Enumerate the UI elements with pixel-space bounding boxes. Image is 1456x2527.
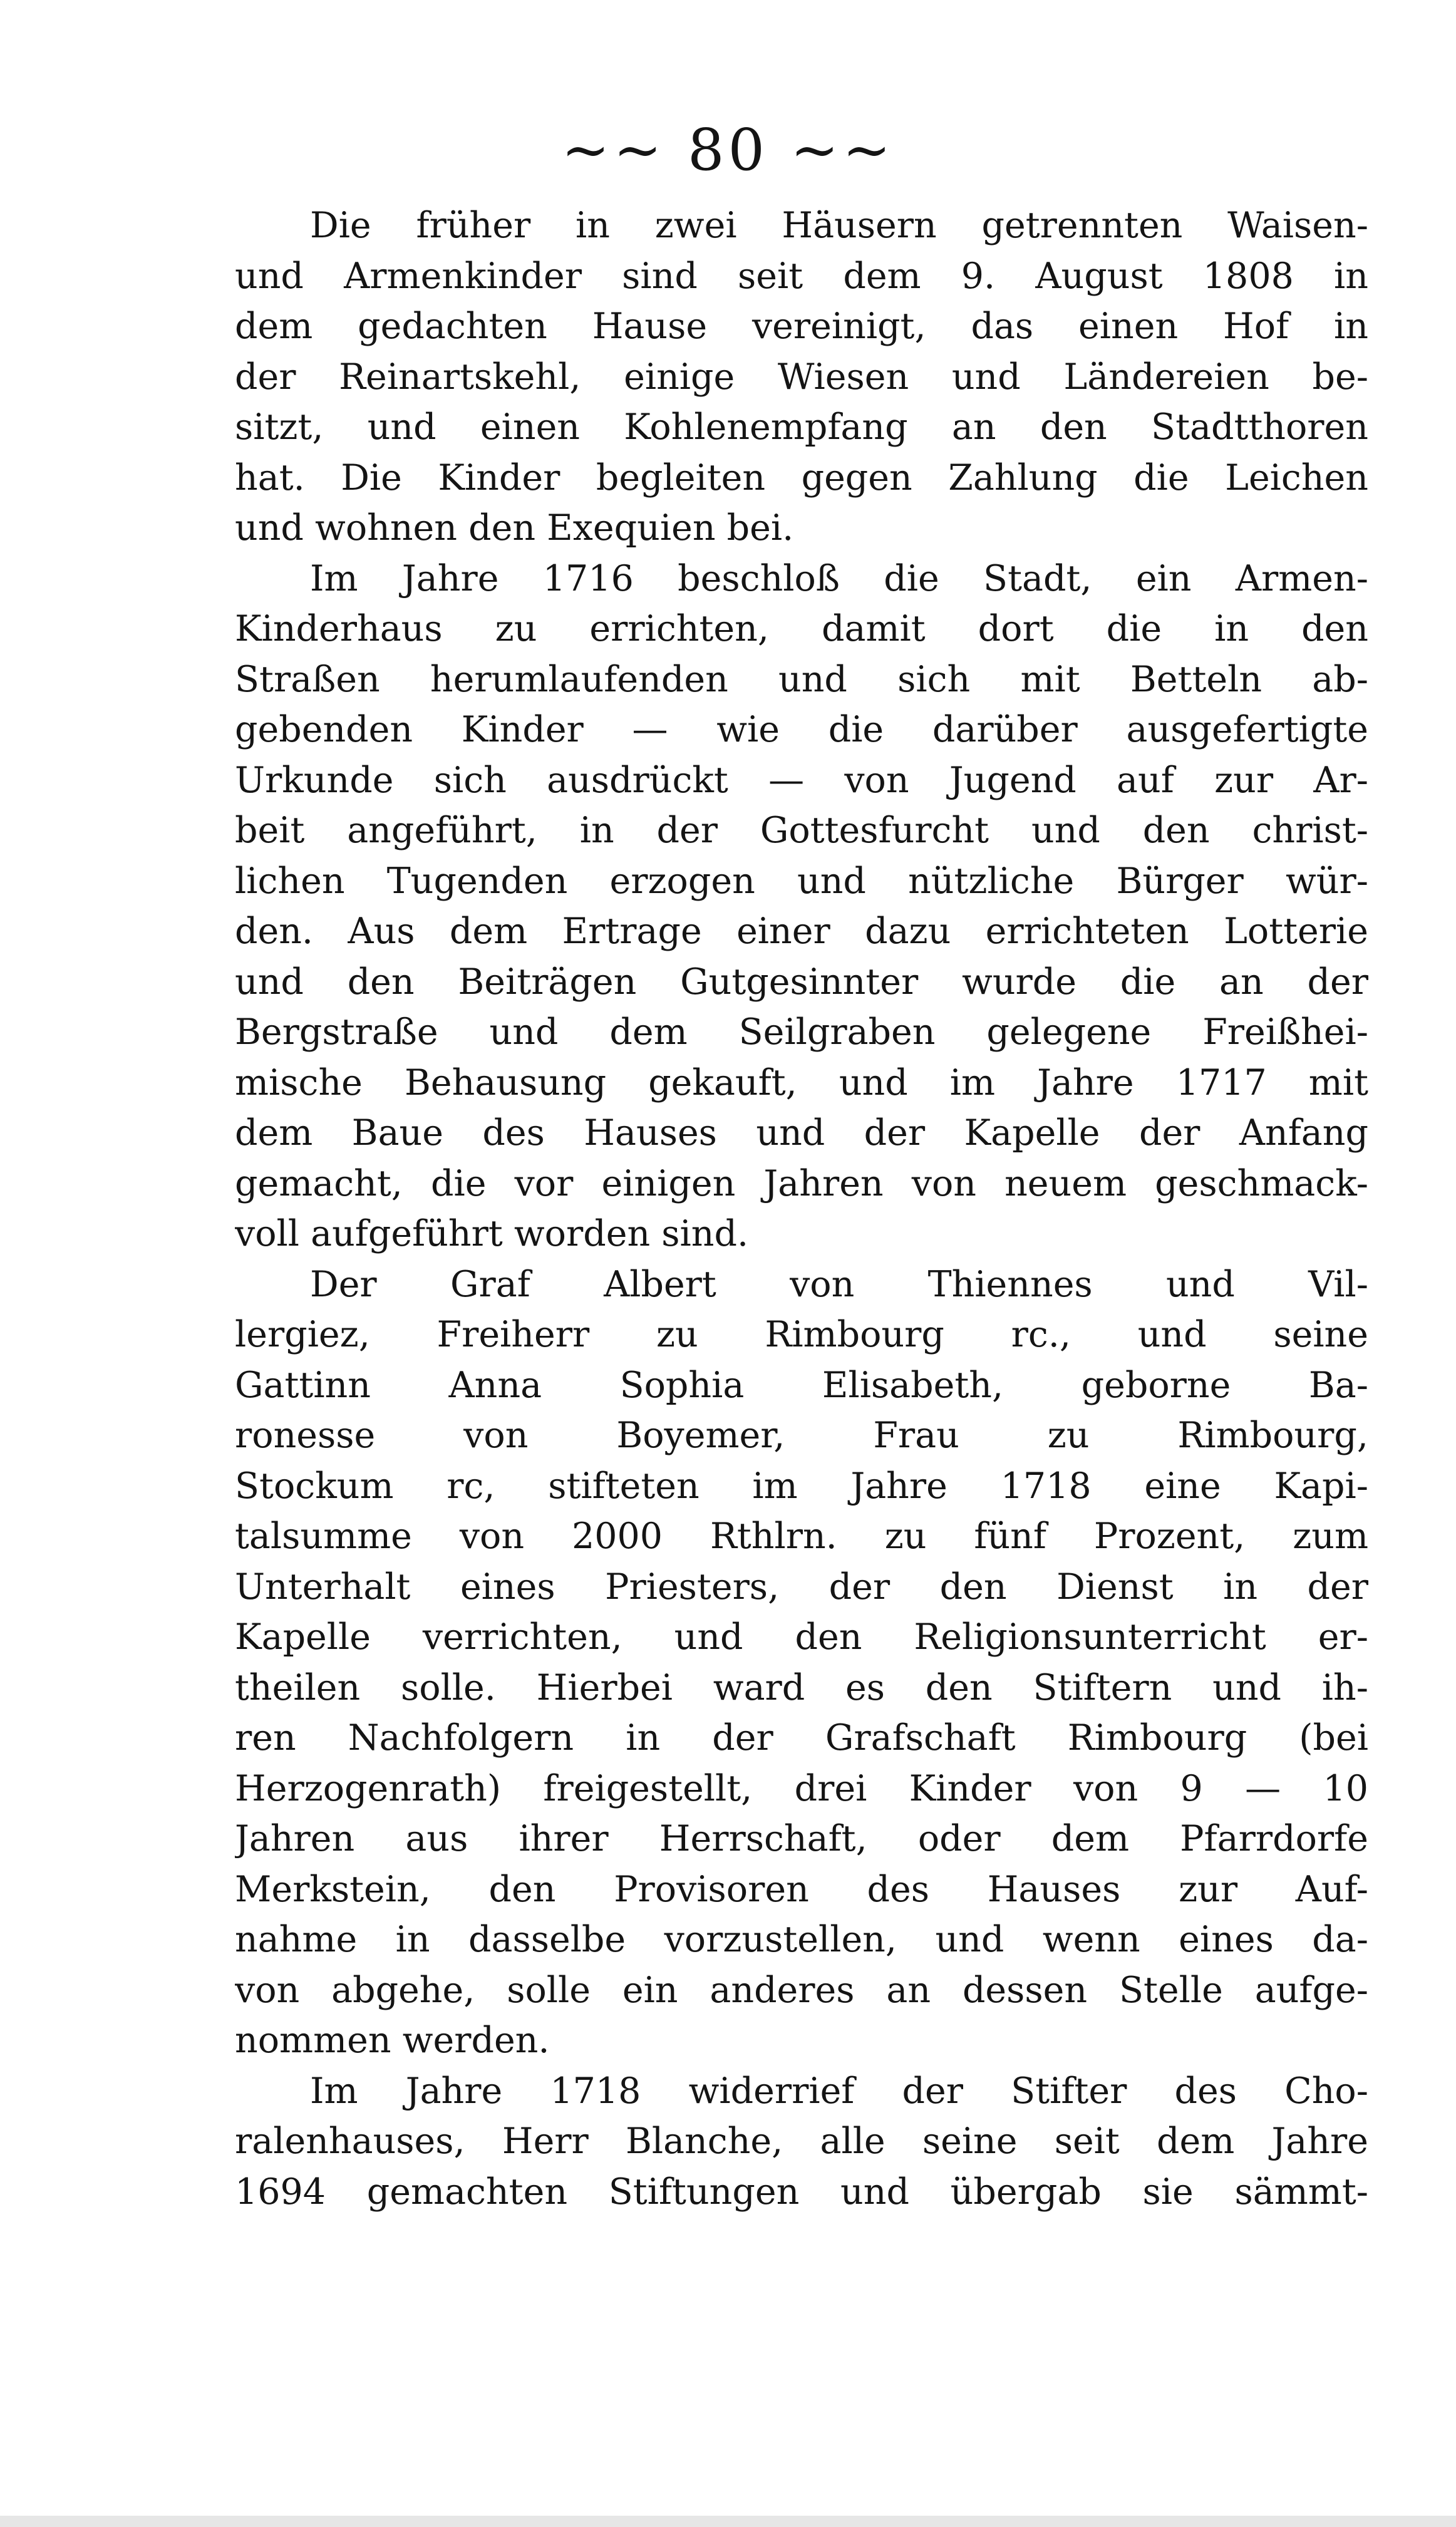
text-line: ren Nachfolgern in der Grafschaft Rimbourg (bei (235, 1717, 1368, 1759)
text-line: Bergstraße und dem Seilgraben gelegene Freißhei- (235, 1011, 1368, 1053)
text-line: Der Graf Albert von Thiennes und Vil- (310, 1263, 1368, 1305)
text-line: nommen werden. (235, 2020, 550, 2061)
text-line: und Armenkinder sind seit dem 9. August 1808 in (235, 255, 1368, 297)
text-line: Urkunde sich ausdrückt — von Jugend auf zur Ar- (235, 759, 1368, 801)
text-line: Straßen herumlaufenden und sich mit Betteln ab- (235, 658, 1368, 700)
text-line: Jahren aus ihrer Herrschaft, oder dem Pfarrdorfe (235, 1818, 1368, 1859)
text-line: lergiez, Freiherr zu Rimbourg rc., und seine (235, 1314, 1368, 1355)
body-text (235, 200, 1368, 2217)
text-line: beit angeführt, in der Gottesfurcht und den christ- (235, 810, 1368, 851)
text-line: ronesse von Boyemer, Frau zu Rimbourg, (235, 1415, 1368, 1456)
page-number: ~~ 80 ~~ (561, 116, 895, 183)
text-line: nahme in dasselbe vorzustellen, und wenn eines da- (235, 1919, 1368, 1960)
text-line: und wohnen den Exequien bei. (235, 507, 794, 549)
scan-edge (0, 2516, 1456, 2527)
text-line: Gattinn Anna Sophia Elisabeth, geborne Ba- (235, 1364, 1368, 1406)
text-line: dem gedachten Hause vereinigt, das einen Hof in (235, 306, 1368, 347)
text-line: sitzt, und einen Kohlenempfang an den Stadtthoren (235, 406, 1368, 448)
text-line: Im Jahre 1718 widerrief der Stifter des Cho- (310, 2070, 1368, 2112)
text-line: 1694 gemachten Stiftungen und übergab sie sämmt- (235, 2171, 1368, 2213)
text-line: den. Aus dem Ertrage einer dazu errichteten Lotterie (235, 911, 1368, 952)
text-line: Die früher in zwei Häusern getrennten Waisen- (310, 205, 1368, 246)
text-line: Herzogenrath) freigestellt, drei Kinder von 9 — 10 (235, 1767, 1368, 1809)
text-line: von abgehe, solle ein anderes an dessen Stelle aufge- (235, 1969, 1368, 2011)
text-line: Kinderhaus zu errichten, damit dort die in den (235, 608, 1368, 649)
text-line: ralenhauses, Herr Blanche, alle seine seit dem Jahre (235, 2121, 1368, 2162)
text-line: talsumme von 2000 Rthlrn. zu fünf Prozent, zum (235, 1516, 1368, 1557)
text-line: Stockum rc, stifteten im Jahre 1718 eine Kapi- (235, 1465, 1368, 1507)
text-line: dem Baue des Hauses und der Kapelle der Anfang (235, 1112, 1368, 1154)
text-line: Im Jahre 1716 beschloß die Stadt, ein Armen- (310, 557, 1368, 599)
text-line: der Reinartskehl, einige Wiesen und Ländereien be- (235, 356, 1368, 398)
text-line: voll aufgeführt worden sind. (235, 1213, 749, 1254)
text-line: und den Beiträgen Gutgesinnter wurde die an der (235, 961, 1368, 1003)
text-line: Kapelle verrichten, und den Religionsunterricht er- (235, 1616, 1368, 1658)
text-line: mische Behausung gekauft, und im Jahre 1717 mit (235, 1062, 1368, 1103)
text-line: gemacht, die vor einigen Jahren von neuem geschmack- (235, 1162, 1368, 1204)
text-line: Merkstein, den Provisoren des Hauses zur Auf- (235, 1868, 1368, 1910)
text-line: theilen solle. Hierbei ward es den Stiftern und ih- (235, 1667, 1368, 1708)
text-line: Unterhalt eines Priesters, der den Dienst in der (235, 1566, 1368, 1608)
text-line: lichen Tugenden erzogen und nützliche Bürger wür- (235, 860, 1368, 902)
text-line: hat. Die Kinder begleiten gegen Zahlung die Leichen (235, 457, 1368, 499)
text-line: gebenden Kinder — wie die darüber ausgefertigte (235, 709, 1368, 750)
